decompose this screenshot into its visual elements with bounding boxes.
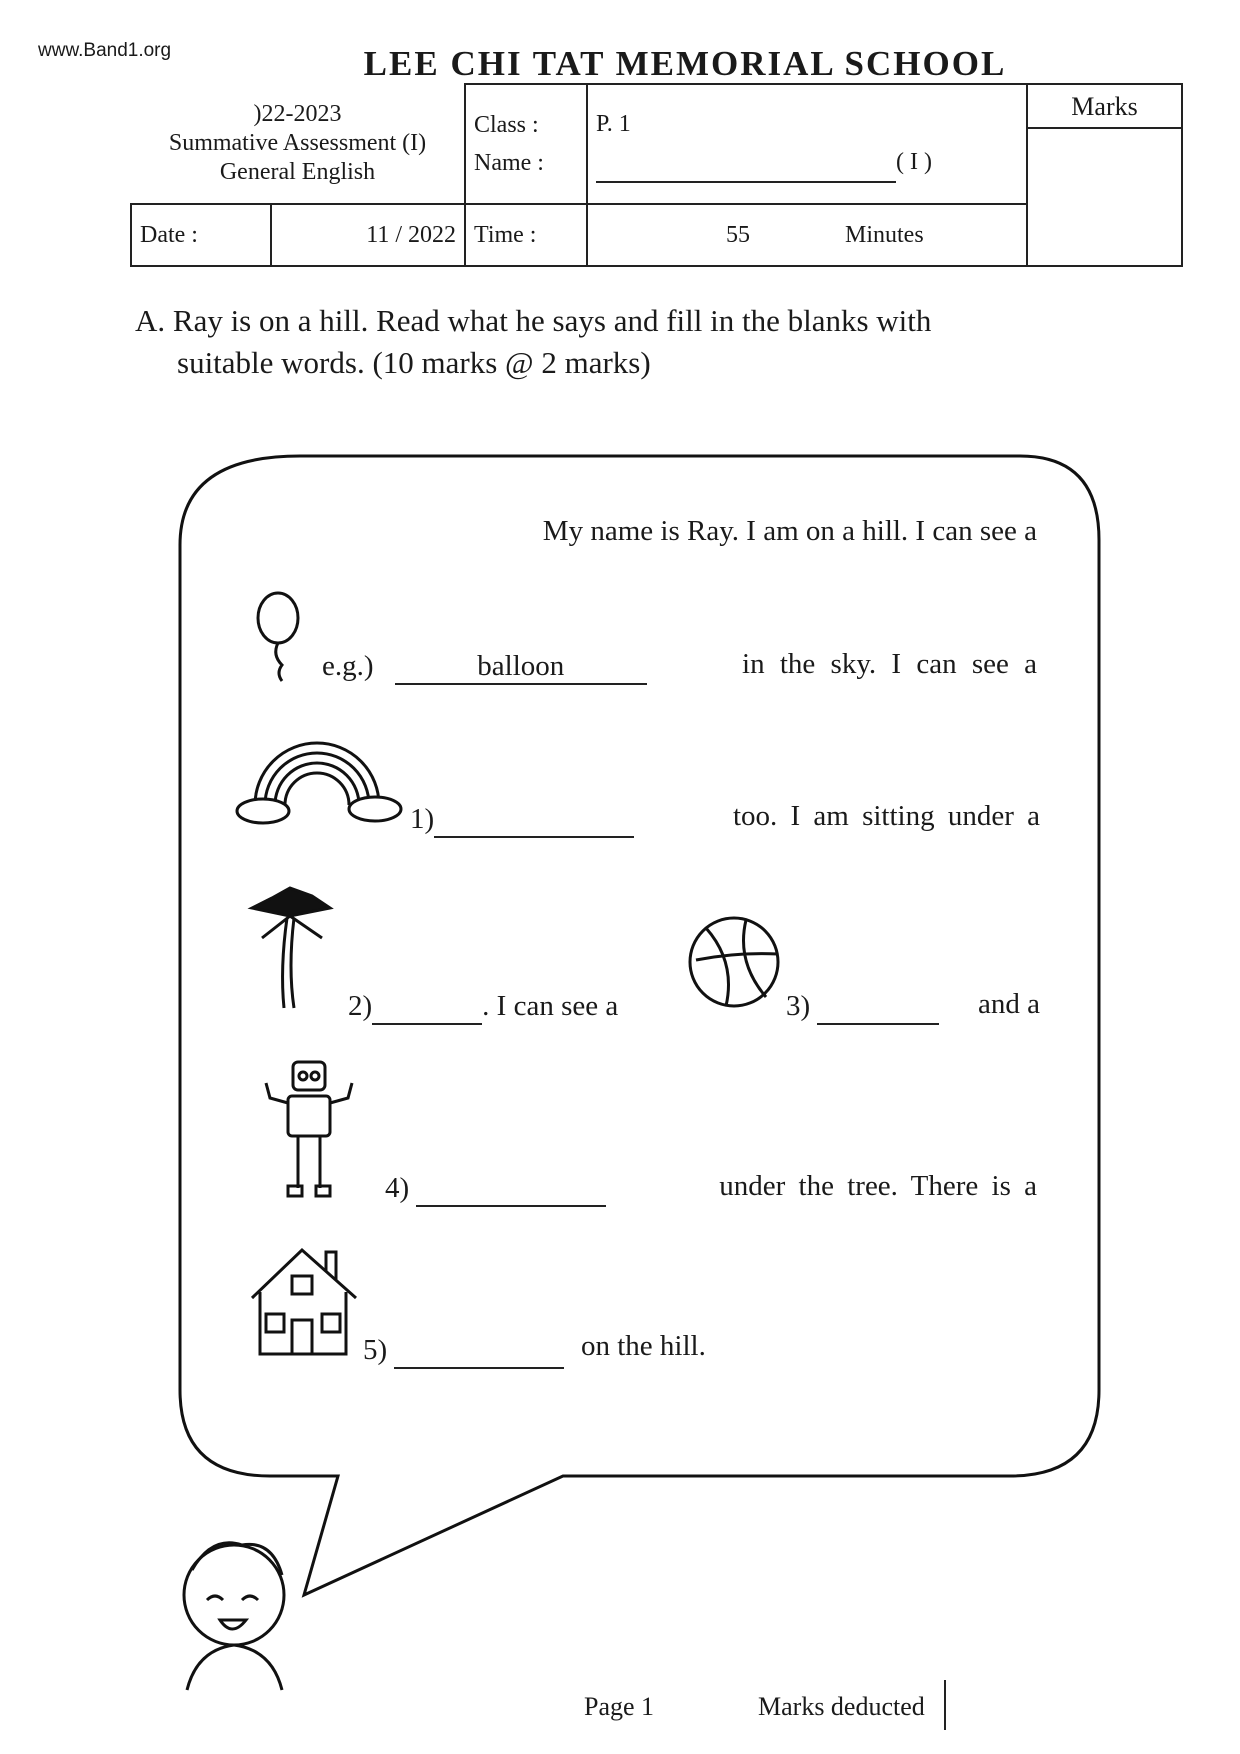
subject: General English	[219, 159, 376, 185]
house-icon	[246, 1242, 366, 1362]
school-year: )22-2023	[253, 101, 342, 127]
question-a-line2: suitable words. (10 marks @ 2 marks)	[177, 345, 651, 380]
palm-tree-icon	[242, 878, 342, 1018]
passage-line-2: too. I am sitting under a	[732, 800, 1040, 832]
date-value: 11 / 2022	[271, 204, 465, 266]
answer-1-input[interactable]	[434, 803, 634, 838]
question-a-line1: A. Ray is on a hill. Read what he says and fill in the blanks with	[135, 303, 932, 338]
q2-label: 2)	[348, 990, 373, 1022]
name-label: Name :	[474, 150, 544, 176]
passage-line-4: under the tree. There is a	[719, 1170, 1037, 1202]
example-answer: balloon	[395, 650, 647, 685]
marks-deducted-label: Marks deducted	[758, 1692, 925, 1721]
robot-icon	[258, 1058, 363, 1203]
answer-4-input[interactable]	[416, 1172, 606, 1207]
marks-label: Marks	[1028, 85, 1181, 129]
passage-line-0: My name is Ray. I am on a hill. I can see a	[542, 515, 1037, 547]
passage-line-5: on the hill.	[581, 1330, 706, 1362]
assessment-name: Summative Assessment (I)	[168, 130, 427, 156]
school-title: LEE CHI TAT MEMORIAL SCHOOL	[363, 44, 1007, 83]
boy-ray-icon	[172, 1530, 297, 1695]
name-field[interactable]	[596, 143, 896, 183]
page-number: Page 1	[584, 1692, 655, 1721]
beach-ball-icon	[686, 912, 786, 1012]
header-table	[130, 83, 1183, 267]
example-label: e.g.)	[322, 650, 374, 682]
class-number: ( I )	[896, 149, 932, 175]
q5-label: 5)	[363, 1334, 388, 1366]
date-label: Date :	[131, 204, 271, 266]
marks-deducted-box[interactable]	[944, 1680, 1094, 1730]
q1-label: 1)	[410, 803, 435, 835]
passage-line-1: in the sky. I can see a	[742, 648, 1037, 680]
passage-line-3b: and a	[978, 988, 1040, 1020]
class-value: P. 1	[596, 111, 631, 137]
passage-line-3a: . I can see a	[482, 990, 619, 1022]
time-unit: Minutes	[845, 221, 924, 248]
time-label: Time :	[465, 204, 587, 266]
answer-3-input[interactable]	[817, 990, 939, 1025]
answer-2-input[interactable]	[372, 990, 482, 1025]
watermark: www.Band1.org	[38, 40, 172, 61]
rainbow-icon	[235, 725, 405, 830]
q4-label: 4)	[385, 1172, 410, 1204]
class-label: Class :	[474, 112, 539, 138]
q3-label: 3)	[786, 990, 811, 1022]
answer-5-input[interactable]	[394, 1334, 564, 1369]
balloon-icon	[240, 590, 320, 685]
time-value: 55	[726, 221, 750, 248]
